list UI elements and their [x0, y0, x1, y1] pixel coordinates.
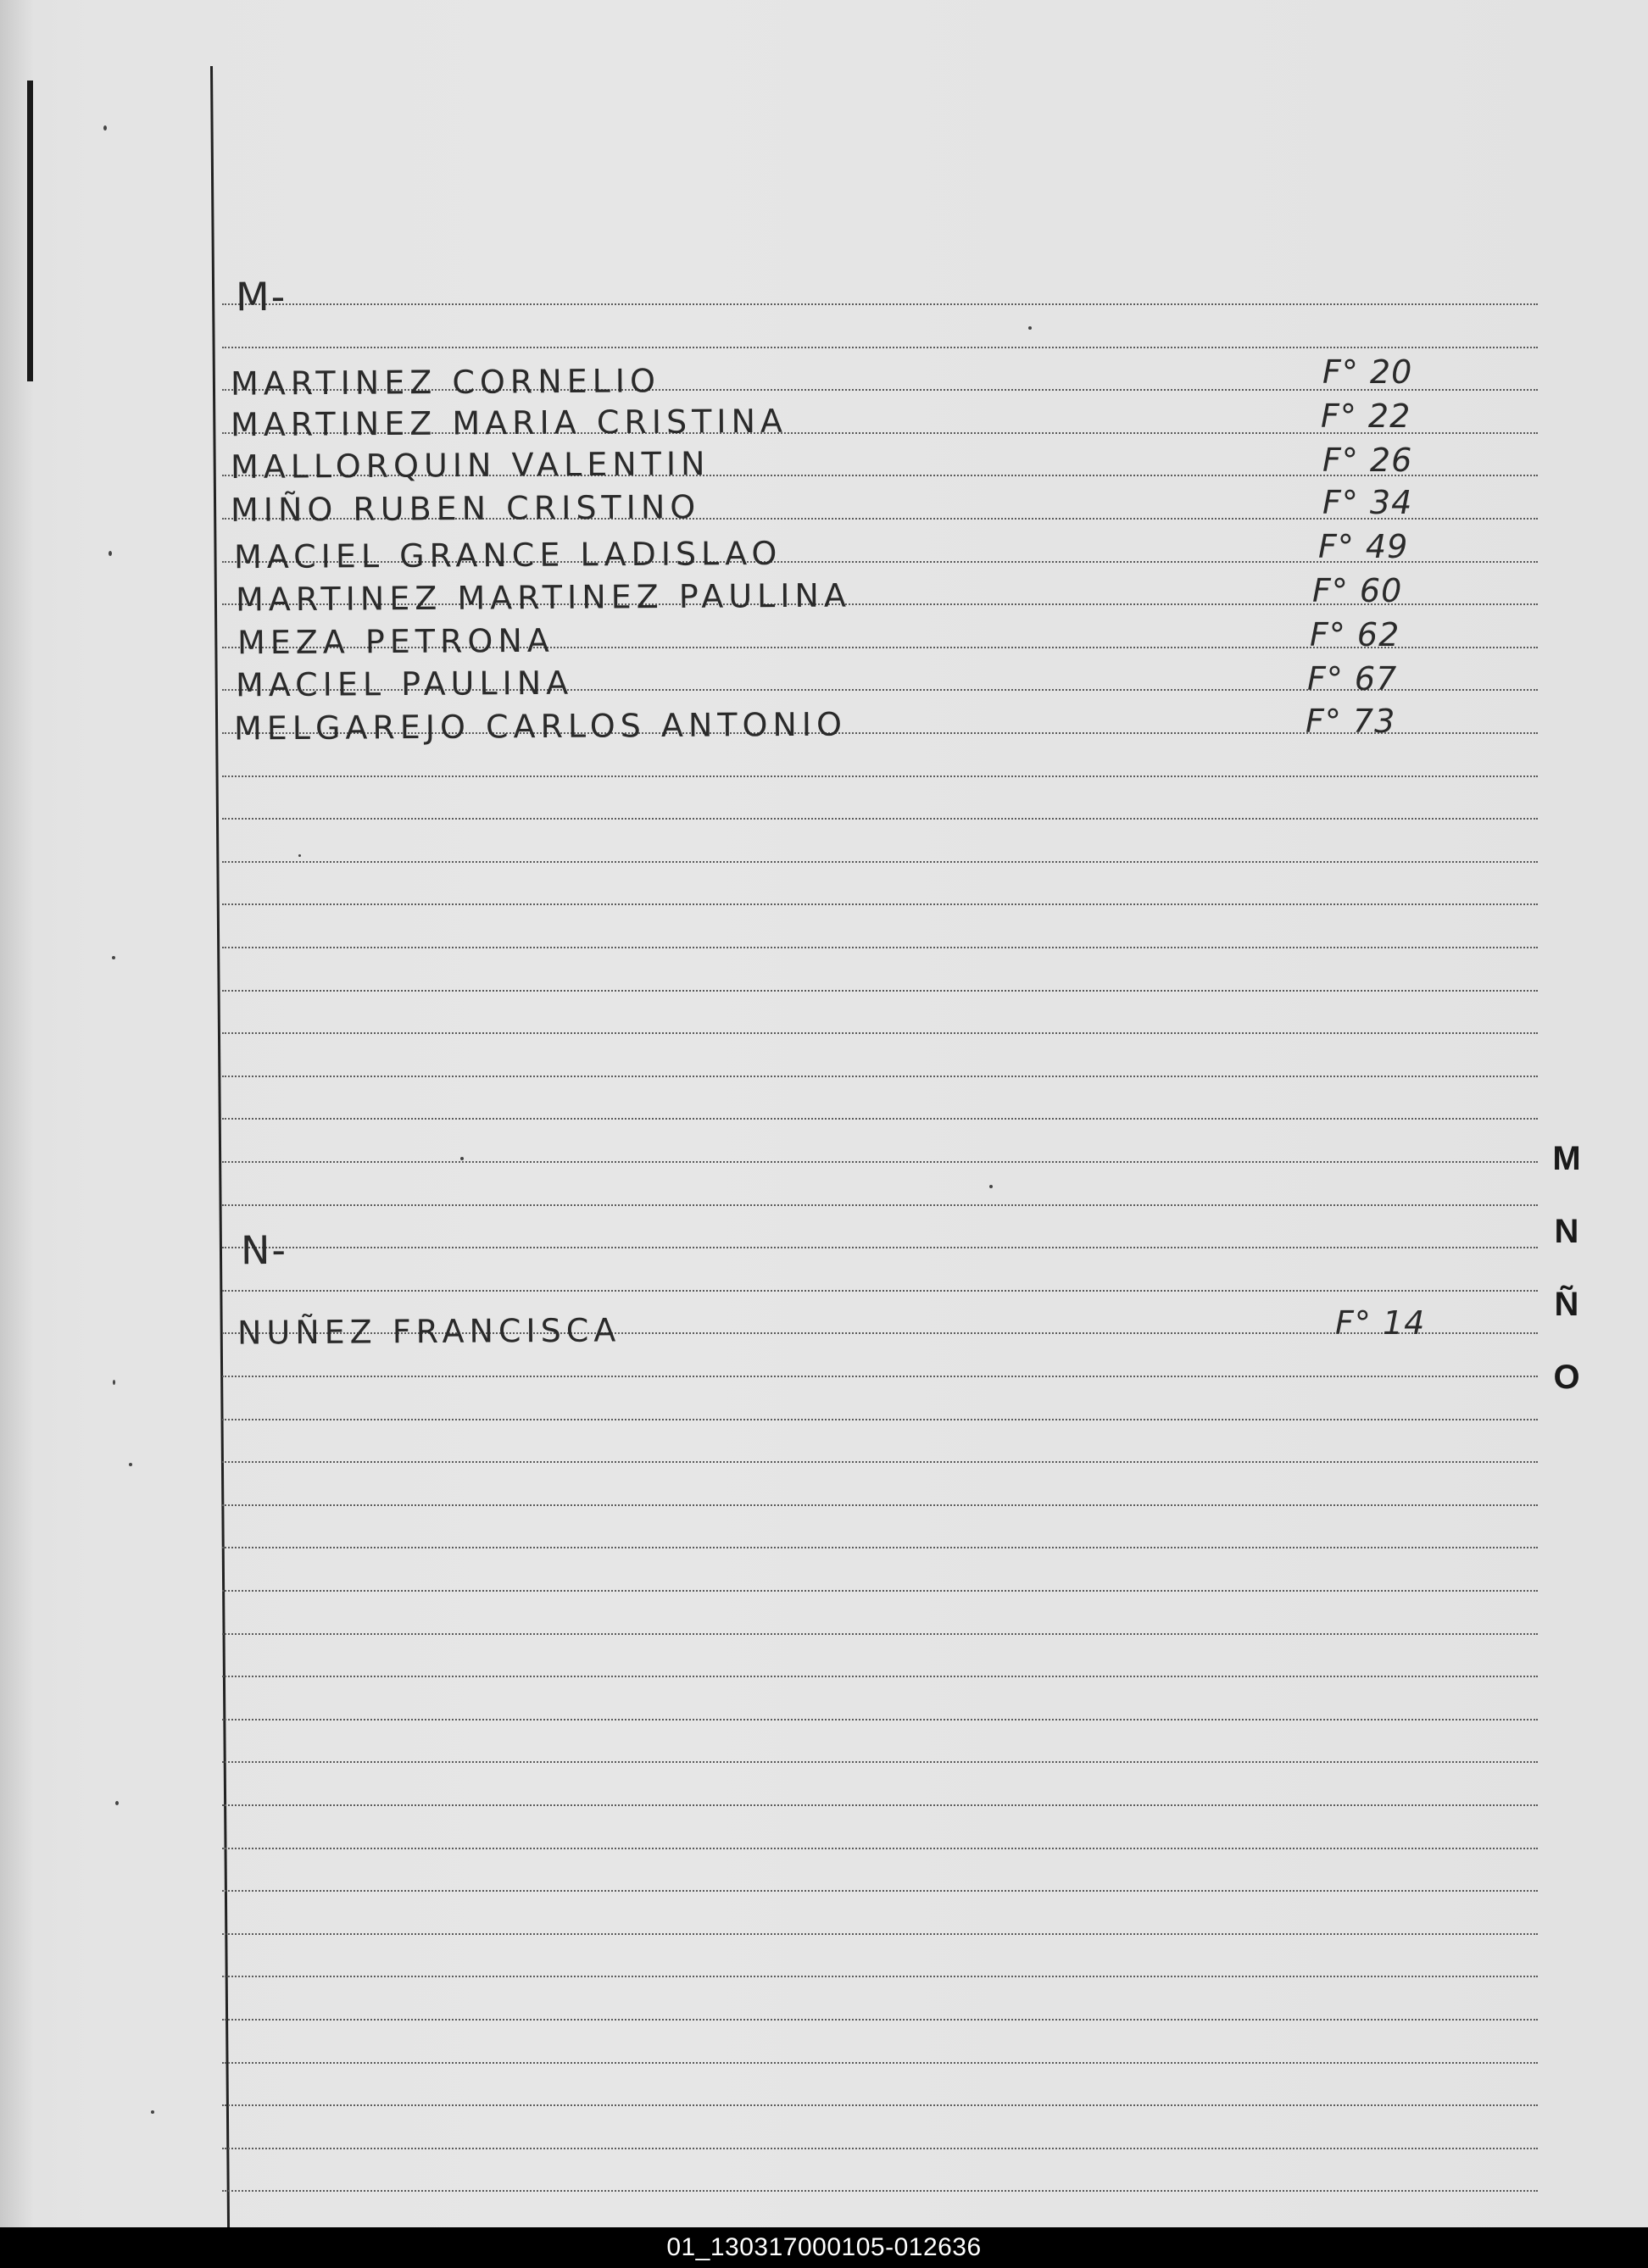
ruled-line [222, 1719, 1538, 1720]
scan-speck [129, 1463, 132, 1466]
scan-speck [989, 1185, 993, 1188]
ruled-line [222, 2019, 1538, 2021]
ruled-line [222, 1590, 1538, 1592]
scan-speck [103, 125, 107, 131]
scan-id-footer: 01_130317000105-012636 [0, 2227, 1648, 2268]
entry-folio: F° 26 [1322, 442, 1413, 479]
section-letter-m: M- [235, 273, 287, 320]
scan-speck [151, 2110, 154, 2114]
ruled-line [222, 303, 1538, 305]
ruled-line [222, 1848, 1538, 1849]
entry-folio: F° 62 [1310, 616, 1400, 653]
scan-speck [298, 854, 301, 857]
ruled-line [222, 1204, 1538, 1206]
entry-folio: F° 60 [1312, 572, 1403, 609]
tab-letter: Ñ [1554, 1286, 1579, 1323]
ruled-line [222, 990, 1538, 992]
entry-folio: F° 49 [1318, 528, 1409, 565]
entry-name: MALLORQUIN VALENTIN [230, 445, 710, 486]
ruled-line [222, 1076, 1538, 1077]
ruled-line [222, 1161, 1538, 1163]
entry-name: MARTINEZ MARTINEZ PAULINA [235, 576, 852, 619]
ruled-line [222, 818, 1538, 820]
entry-name: MARTINEZ CORNELIO [230, 362, 661, 403]
ruled-line [222, 1976, 1538, 1977]
entry-name: MELGAREJO CARLOS ANTONIO [233, 705, 848, 748]
ruled-line [222, 2190, 1538, 2192]
ruled-line [222, 347, 1538, 348]
entry-name: MACIEL GRANCE LADISLAO [233, 534, 782, 576]
section-letter-n: N- [240, 1226, 288, 1274]
scan-speck [113, 1380, 115, 1385]
entry-folio: F° 67 [1307, 660, 1398, 698]
alphabet-tab-index [1550, 1140, 1584, 1431]
ruled-line [222, 1118, 1538, 1120]
ruled-line [222, 861, 1538, 863]
ruled-line [222, 1376, 1538, 1377]
ruled-line [222, 2148, 1538, 2149]
entry-name: MEZA PETRONA [237, 621, 554, 662]
ruled-line [222, 1504, 1538, 1506]
ruled-line [222, 1547, 1538, 1548]
tab-letter: N [1554, 1213, 1579, 1250]
ruled-line [222, 1461, 1538, 1463]
entry-name: MARTINEZ MARIA CRISTINA [230, 402, 788, 444]
ruled-line [222, 1761, 1538, 1763]
entry-name: NUÑEZ FRANCISCA [237, 1311, 621, 1352]
entry-name: MIÑO RUBEN CRISTINO [230, 488, 701, 529]
ruled-line [222, 775, 1538, 777]
ruled-line [222, 2062, 1538, 2064]
binding-edge [27, 81, 33, 381]
entry-folio: F° 34 [1322, 484, 1413, 521]
entry-folio: F° 73 [1306, 703, 1396, 740]
entry-folio: F° 20 [1322, 353, 1413, 391]
scan-speck [112, 956, 115, 959]
tab-letter: M [1552, 1140, 1581, 1177]
ruled-line [222, 2104, 1538, 2106]
ruled-line [222, 1247, 1538, 1248]
ruled-line [222, 1804, 1538, 1806]
scan-speck [109, 551, 112, 556]
ruled-line [222, 1032, 1538, 1034]
ruled-line [222, 1419, 1538, 1420]
ruled-line [222, 1890, 1538, 1892]
ruled-line [222, 1933, 1538, 1935]
entry-folio: F° 22 [1321, 397, 1411, 435]
scan-speck [115, 1801, 119, 1805]
scan-speck [460, 1157, 464, 1160]
ruled-line [222, 1290, 1538, 1292]
scan-speck [1028, 326, 1032, 330]
entry-folio: F° 14 [1335, 1304, 1426, 1342]
tab-letter: O [1553, 1359, 1580, 1396]
ruled-line [222, 1633, 1538, 1635]
ruled-line [222, 903, 1538, 905]
ruled-line [222, 1676, 1538, 1677]
entry-name: MACIEL PAULINA [235, 664, 574, 704]
ruled-line [222, 947, 1538, 948]
